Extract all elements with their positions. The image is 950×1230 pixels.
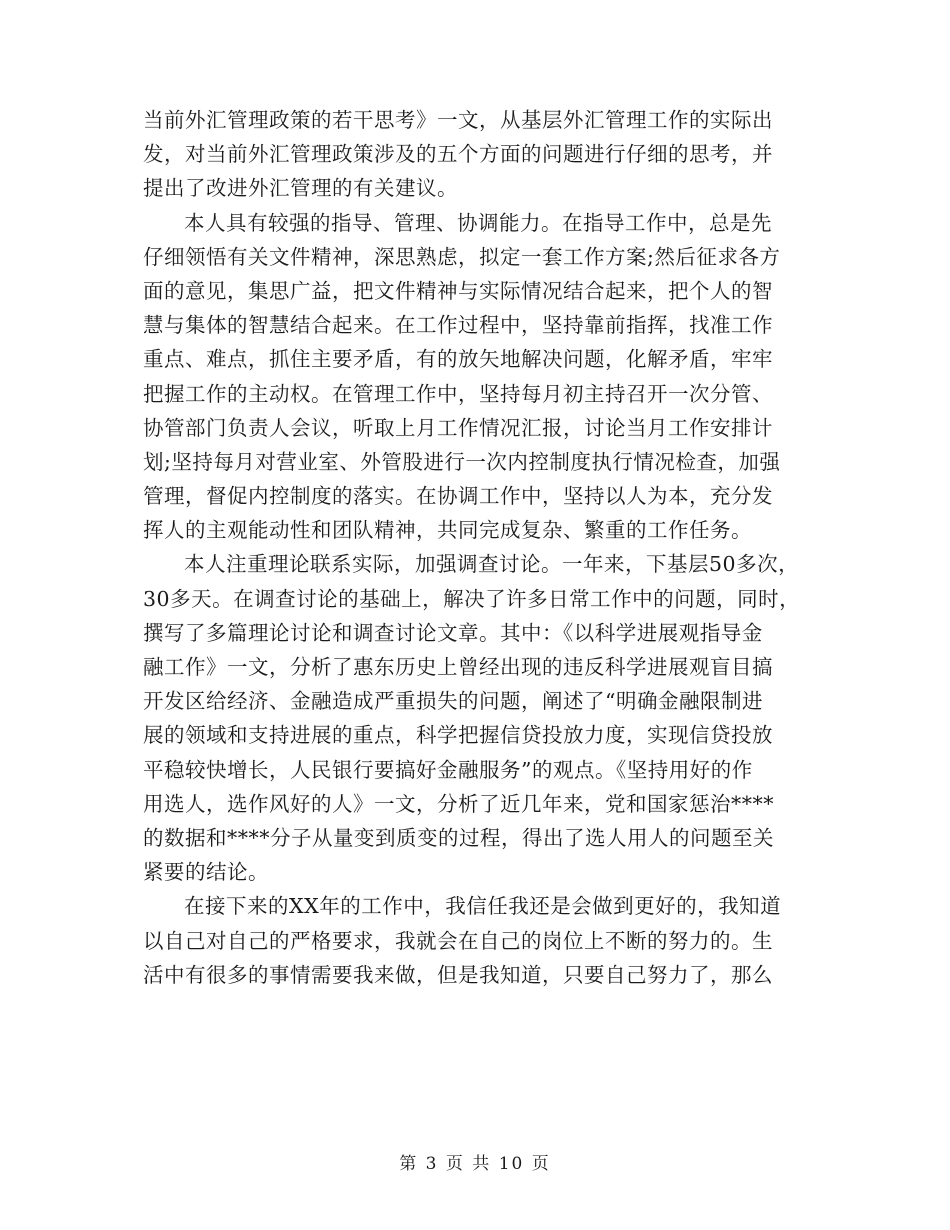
text-line: 协管部门负责人会议，听取上月工作情况汇报，讨论当月工作安排计 xyxy=(143,415,773,440)
text-line: 面的意见，集思广益，把文件精神与实际情况结合起来，把个人的智 xyxy=(143,278,773,303)
paragraph-first-line: 本人注重理论联系实际，加强调查讨论。一年来，下基层50多次， xyxy=(184,552,800,577)
text-line: 展的领域和支持进展的重点，科学把握信贷投放力度，实现信贷投放 xyxy=(143,723,773,748)
text-line: 以自己对自己的严格要求，我就会在自己的岗位上不断的努力的。生 xyxy=(143,928,773,953)
text-line: 仔细领悟有关文件精神，深思熟虑，拟定一套工作方案;然后征求各方 xyxy=(143,244,781,269)
body-text xyxy=(143,103,813,992)
text-line: 重点、难点，抓住主要矛盾，有的放矢地解决问题，化解矛盾，牢牢 xyxy=(143,347,773,372)
text-line: 融工作》一文，分析了惠东历史上曾经出现的违反科学进展观盲目搞 xyxy=(143,655,773,679)
text-line: 开发区给经济、金融造成严重损失的问题，阐述了“明确金融限制进 xyxy=(143,689,763,714)
text-line: 把握工作的主动权。在管理工作中，坚持每月初主持召开一次分管、 xyxy=(143,381,773,406)
text-line: 活中有很多的事情需要我来做，但是我知道，只要自己努力了，那么 xyxy=(143,962,773,987)
paragraph-first-line: 本人具有较强的指导、管理、协调能力。在指导工作中，总是先 xyxy=(184,210,772,235)
text-line: 管理，督促内控制度的落实。在协调工作中，坚持以人为本，充分发 xyxy=(143,484,773,509)
text-line: 发，对当前外汇管理政策涉及的五个方面的问题进行仔细的思考，并 xyxy=(143,142,773,167)
page-footer: 第 3 页 共 10 页 xyxy=(399,1154,551,1174)
text-line: 划;坚持每月对营业室、外管股进行一次内控制度执行情况检查，加强 xyxy=(143,449,781,474)
text-line: 平稳较快增长，人民银行要搞好金融服务”的观点。《坚持用好的作 xyxy=(143,757,753,782)
paragraph-first-line: 在接下来的XX年的工作中，我信任我还是会做到更好的，我知道 xyxy=(184,894,782,919)
text-line: 慧与集体的智慧结合起来。在工作过程中，坚持靠前指挥，找准工作 xyxy=(143,313,773,338)
text-line: 30多天。在调查讨论的基础上，解决了许多日常工作中的问题，同时， xyxy=(143,586,801,611)
text-line: 的数据和****分子从量变到质变的过程，得出了选人用人的问题至关 xyxy=(143,825,774,850)
text-line: 撰写了多篇理论讨论和调查讨论文章。其中：《以科学进展观指导金 xyxy=(143,620,763,645)
text-line: 提出了改进外汇管理的有关建议。 xyxy=(143,176,458,201)
text-line: 用选人，选作风好的人》一文，分析了近几年来，党和国家惩治**** xyxy=(143,791,774,816)
text-line: 挥人的主观能动性和团队精神，共同完成复杂、繁重的工作任务。 xyxy=(143,518,752,543)
text-line: 紧要的结论。 xyxy=(143,860,269,885)
text-line: 当前外汇管理政策的若干思考》一文，从基层外汇管理工作的实际出 xyxy=(143,108,773,132)
